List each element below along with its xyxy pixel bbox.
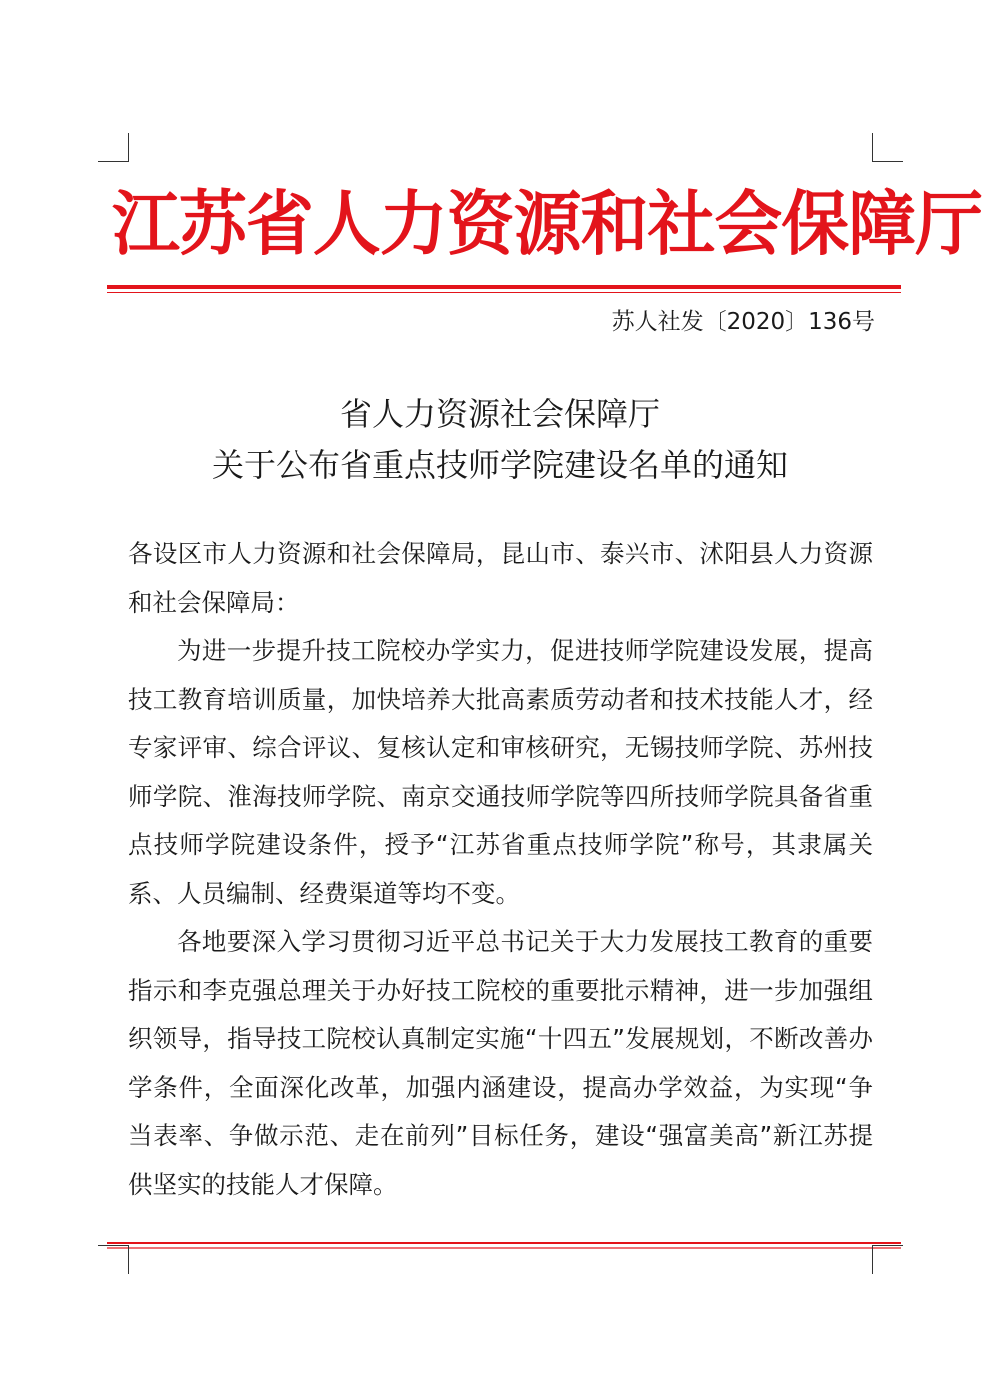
crop-mark-bottom-left-horizontal <box>98 1245 129 1246</box>
crop-mark-top-right-horizontal <box>872 161 903 162</box>
document-number: 苏人社发〔2020〕136号 <box>611 309 875 335</box>
crop-mark-bottom-right-vertical <box>872 1245 873 1274</box>
document-body <box>128 530 873 1209</box>
crop-mark-top-right-vertical <box>872 133 873 162</box>
paragraph-2: 各地要深入学习贯彻习近平总书记关于大力发展技工教育的重要指示和李克强总理关于办好技工院校的重要批示精神，进一步加强组织领导，指导技工院校认真制定实施“十四五”发展规划，不断改善办学条件，全面深化改革，加强内涵建设，提高办学效益，为实现“争当表率、争做示范、走在前列”目标任务，建设“强富美高”新江苏提供坚实的技能人才保障。 <box>128 927 873 1199</box>
footer-red-rule-bottom <box>107 1247 901 1249</box>
crop-mark-bottom-left-vertical <box>128 1245 129 1274</box>
crop-mark-bottom-right-horizontal <box>872 1245 903 1246</box>
crop-mark-top-left-vertical <box>128 133 129 162</box>
agency-header-title: 江苏省人力资源和社会保障厅 <box>112 183 983 265</box>
document-title-line-2: 关于公布省重点技师学院建设名单的通知 <box>211 446 788 484</box>
salutation: 各设区市人力资源和社会保障局，昆山市、泰兴市、沭阳县人力资源和社会保障局： <box>128 539 873 617</box>
paragraph-1: 为进一步提升技工院校办学实力，促进技师学院建设发展，提高技工教育培训质量，加快培养大批高素质劳动者和技术技能人才，经专家评审、综合评议、复核认定和审核研究，无锡技师学院、苏州技师学院、淮海技师学院、南京交通技师学院等四所技师学院具备省重点技师学院建设条件，授予“江苏省重点技师学院”称号，其隶属关系、人员编制、经费渠道等均不变。 <box>128 636 873 908</box>
document-title-line-1: 省人力资源社会保障厅 <box>339 395 660 433</box>
header-red-rule-thin <box>107 292 901 293</box>
header-red-rule-thick <box>107 285 901 289</box>
crop-mark-top-left-horizontal <box>98 161 129 162</box>
footer-red-rule-top <box>107 1242 901 1244</box>
